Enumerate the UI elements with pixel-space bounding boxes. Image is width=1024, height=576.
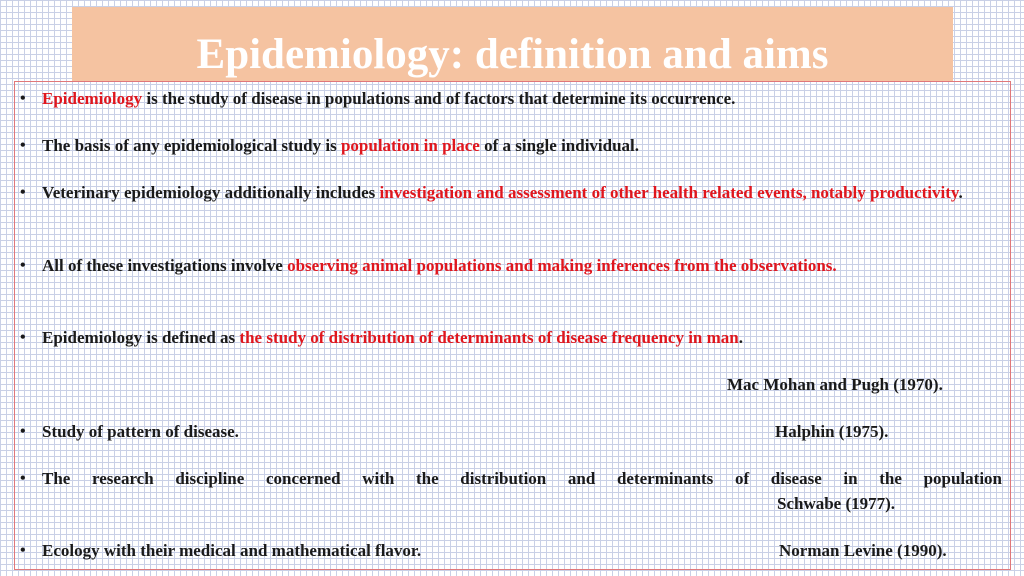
body-text: is the study of disease in populations and of factors that determine its occurrence. <box>142 89 736 108</box>
citation-levine: Norman Levine (1990). <box>779 541 947 560</box>
body-text: of a single individual. <box>479 136 640 155</box>
citation-schwabe: Schwabe (1977). <box>777 494 896 513</box>
body-text: The basis of any epidemiological study is <box>42 136 341 155</box>
body-text: . <box>958 183 963 202</box>
bullet-item-investigations <box>20 253 1002 278</box>
body-text: . <box>738 328 743 347</box>
slide-title: Epidemiology: definition and aims <box>196 31 829 78</box>
bullet-icon: • <box>20 90 26 107</box>
body-text: All of these investigations involve <box>42 256 288 275</box>
citation-macmohan: Mac Mohan and Pugh (1970). <box>727 375 943 394</box>
bullet-item-research-discipline <box>20 466 1002 491</box>
highlight-text: population in place <box>340 136 480 155</box>
bullet-icon: • <box>20 329 26 346</box>
bullet-item-defined-as <box>20 325 1002 350</box>
title-banner <box>72 7 953 81</box>
body-text: Epidemiology is defined as <box>42 328 240 347</box>
highlight-text: the study of distribution of determinants of disease frequency in man <box>239 328 739 347</box>
bullet-icon: • <box>20 184 26 201</box>
bullet-item-veterinary-epidemiology <box>20 180 1002 205</box>
bullet-icon: • <box>20 423 26 440</box>
body-text: The research discipline concerned with the distribution and determinants of disease in the population <box>42 469 1002 488</box>
body-text: Veterinary epidemiology additionally includes <box>42 183 380 202</box>
highlight-text: observing animal populations and making inferences from the observations. <box>287 256 837 275</box>
bullet-icon: • <box>20 257 26 274</box>
highlight-text: investigation and assessment of other health related events, notably productivity <box>379 183 959 202</box>
body-text: Study of pattern of disease. <box>42 422 239 441</box>
highlight-text: Epidemiology <box>42 89 143 108</box>
citation-halphin: Halphin (1975). <box>775 422 889 441</box>
bullet-icon: • <box>20 542 26 559</box>
bullet-item-population-basis <box>20 133 1002 158</box>
bullet-item-epidemiology-definition <box>20 86 1002 111</box>
bullet-icon: • <box>20 470 26 487</box>
body-text: Ecology with their medical and mathematical flavor. <box>42 541 422 560</box>
bullet-icon: • <box>20 137 26 154</box>
